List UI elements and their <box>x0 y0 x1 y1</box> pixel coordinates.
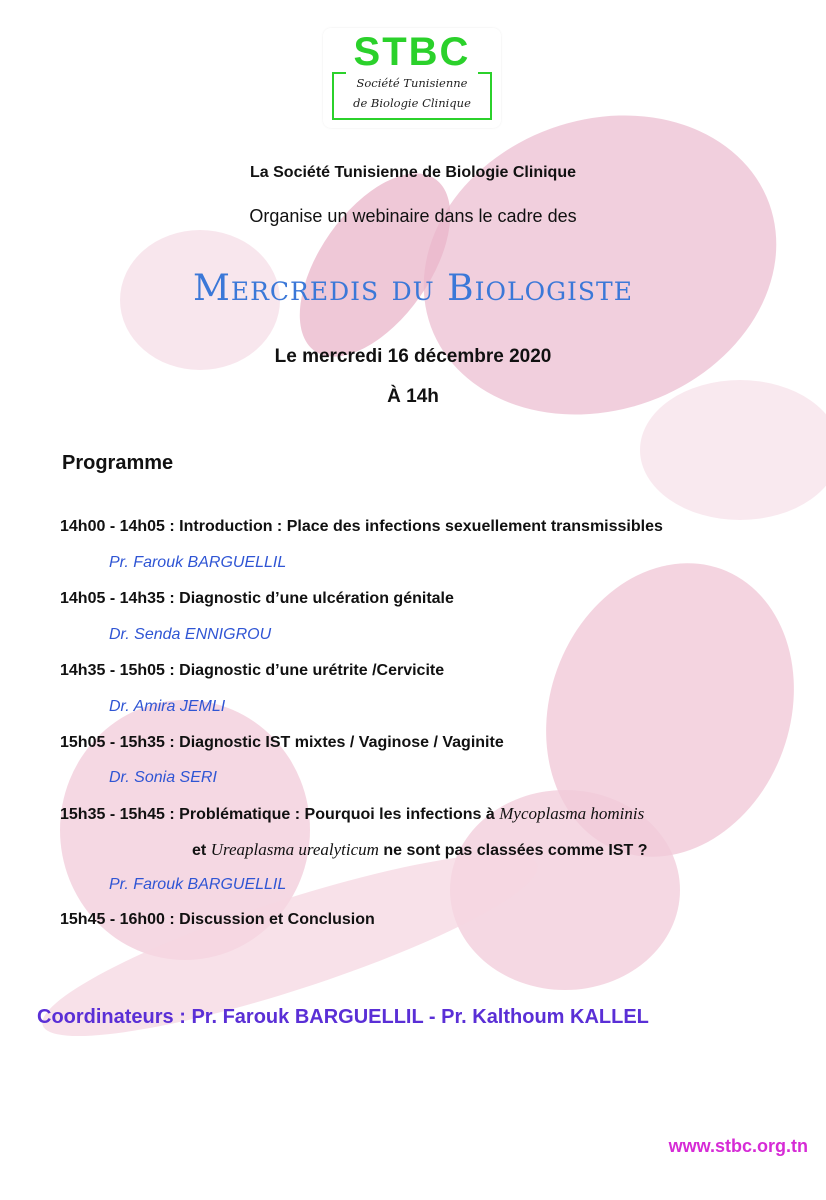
logo-line-2: de Biologie Clinique <box>353 96 471 110</box>
organise-line: Organise un webinaire dans le cadre des <box>249 206 577 226</box>
programme-heading: Programme <box>62 452 174 474</box>
programme-item: 14h00 - 14h05 : Introduction : Place des infections sexuellement transmissibles <box>60 518 663 535</box>
programme-speaker: Dr. Senda ENNIGROU <box>109 626 272 643</box>
event-time: À 14h <box>387 386 439 407</box>
logo-frame <box>332 72 492 120</box>
website-link[interactable]: www.stbc.org.tn <box>668 1136 808 1156</box>
programme-speaker: Dr. Amira JEMLI <box>109 698 226 715</box>
programme-item <box>60 804 644 824</box>
species-name: Mycoplasma hominis <box>499 804 645 823</box>
event-date: Le mercredi 16 décembre 2020 <box>274 346 552 367</box>
programme-item-continuation <box>192 840 648 860</box>
continuation-prefix: et <box>192 842 207 859</box>
programme-speaker: Dr. Sonia SERI <box>109 769 217 786</box>
continuation-suffix: ne sont pas classées comme IST ? <box>383 842 648 859</box>
logo-acronym: STBC <box>353 30 471 74</box>
society-name: La Société Tunisienne de Biologie Clinique <box>250 164 576 181</box>
programme-item: 15h05 - 15h35 : Diagnostic IST mixtes / Vaginose / Vaginite <box>60 734 504 751</box>
programme-speaker: Pr. Farouk BARGUELLIL <box>109 876 287 893</box>
programme-item: 15h45 - 16h00 : Discussion et Conclusion <box>60 911 375 928</box>
coordinators: Coordinateurs : Pr. Farouk BARGUELLIL - Pr. Kalthoum KALLEL <box>37 1006 649 1028</box>
programme-item: 14h35 - 15h05 : Diagnostic d’une urétrite /Cervicite <box>60 662 445 679</box>
programme-speaker: Pr. Farouk BARGUELLIL <box>109 554 287 571</box>
logo-line-1: Société Tunisienne <box>356 76 468 90</box>
event-title: Mercredis du Biologiste <box>192 268 633 309</box>
species-name: Ureaplasma urealyticum <box>210 840 379 859</box>
programme-item: 14h05 - 14h35 : Diagnostic d’une ulcération génitale <box>60 590 454 607</box>
stbc-logo <box>323 28 501 128</box>
programme-item-text: 15h35 - 15h45 : Problématique : Pourquoi les infections à <box>60 806 495 823</box>
